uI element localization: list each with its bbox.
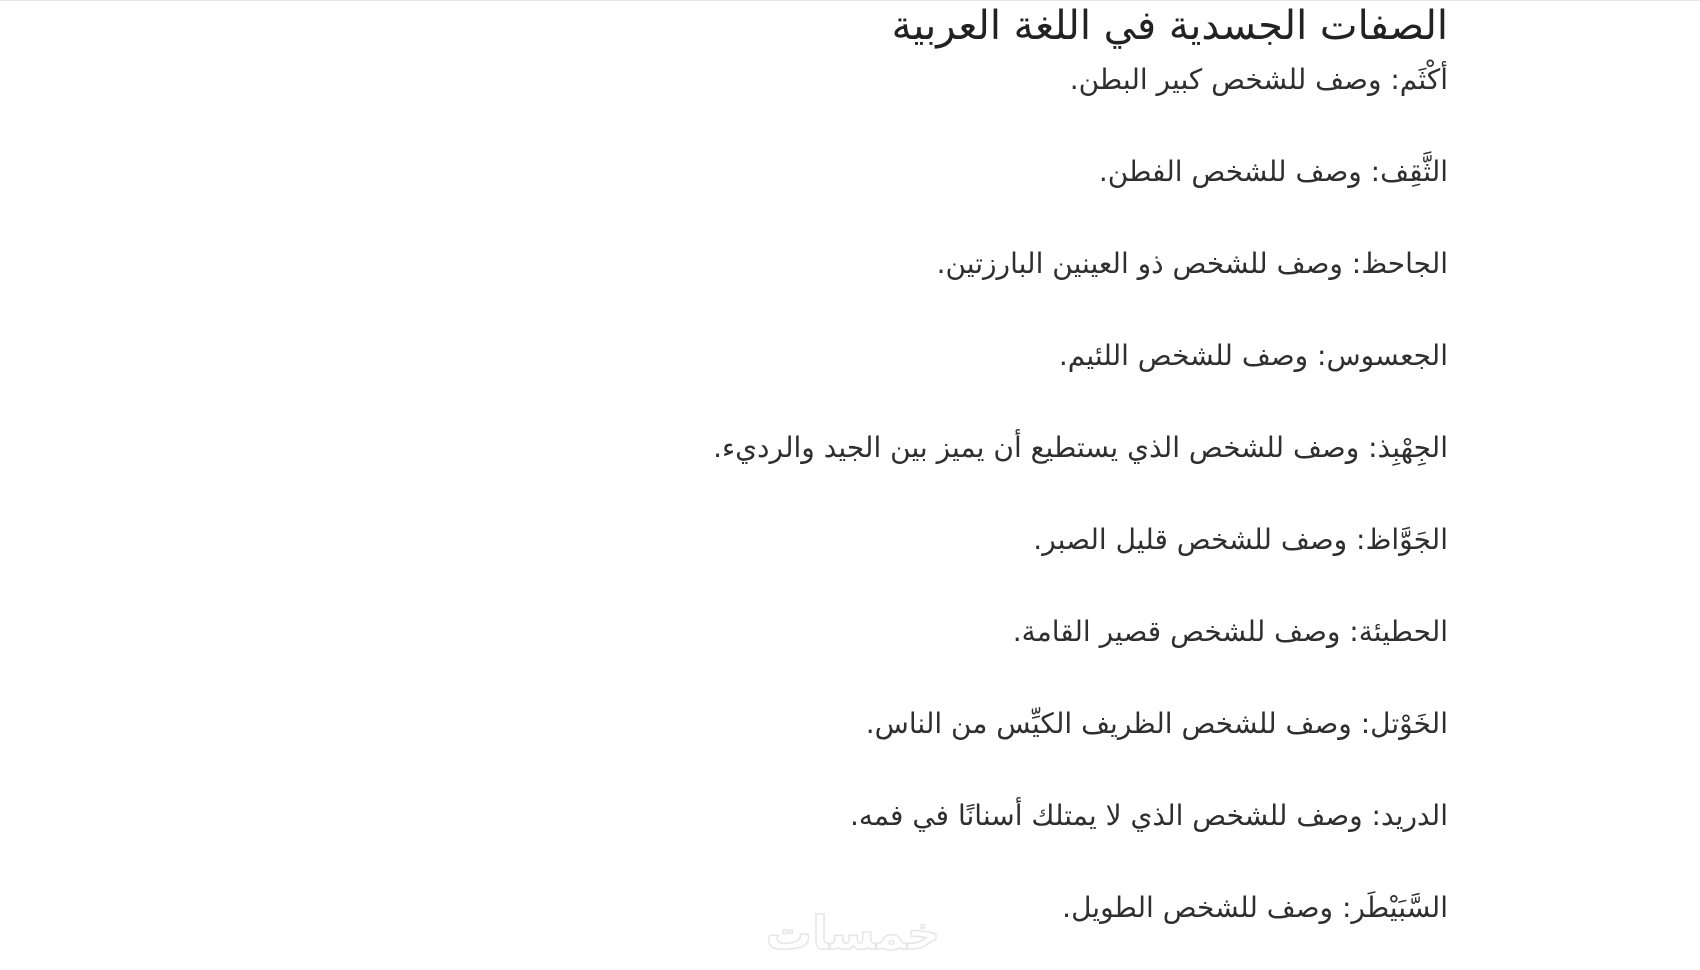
entries-list [600,62,1448,970]
list-item: الدريد: وصف للشخص الذي لا يمتلك أسنانًا في فمه. [849,799,1448,832]
page-title: الصفات الجسدية في اللغة العربية [891,3,1448,49]
list-item: الخَوْتل: وصف للشخص الظريف الكيِّس من الناس. [865,707,1448,740]
list-item: السَّبَيْطَر: وصف للشخص الطويل. [1062,891,1448,924]
watermark-logo: خمسات [765,906,941,960]
list-item: الحطيئة: وصف للشخص قصير القامة. [1012,615,1448,648]
article [600,0,1448,970]
list-item: الثَّقِف: وصف للشخص الفطن. [1098,155,1448,188]
list-item: الجعسوس: وصف للشخص اللئيم. [1058,339,1448,372]
list-item: أكْثَم: وصف للشخص كبير البطن. [1069,63,1448,96]
list-item: الجَوَّاظ: وصف للشخص قليل الصبر. [1033,523,1448,556]
list-item: الجاحظ: وصف للشخص ذو العينين البارزتين. [936,247,1448,280]
list-item: الجِهْبِذ: وصف للشخص الذي يستطيع أن يميز بين الجيد والرديء. [713,431,1448,464]
